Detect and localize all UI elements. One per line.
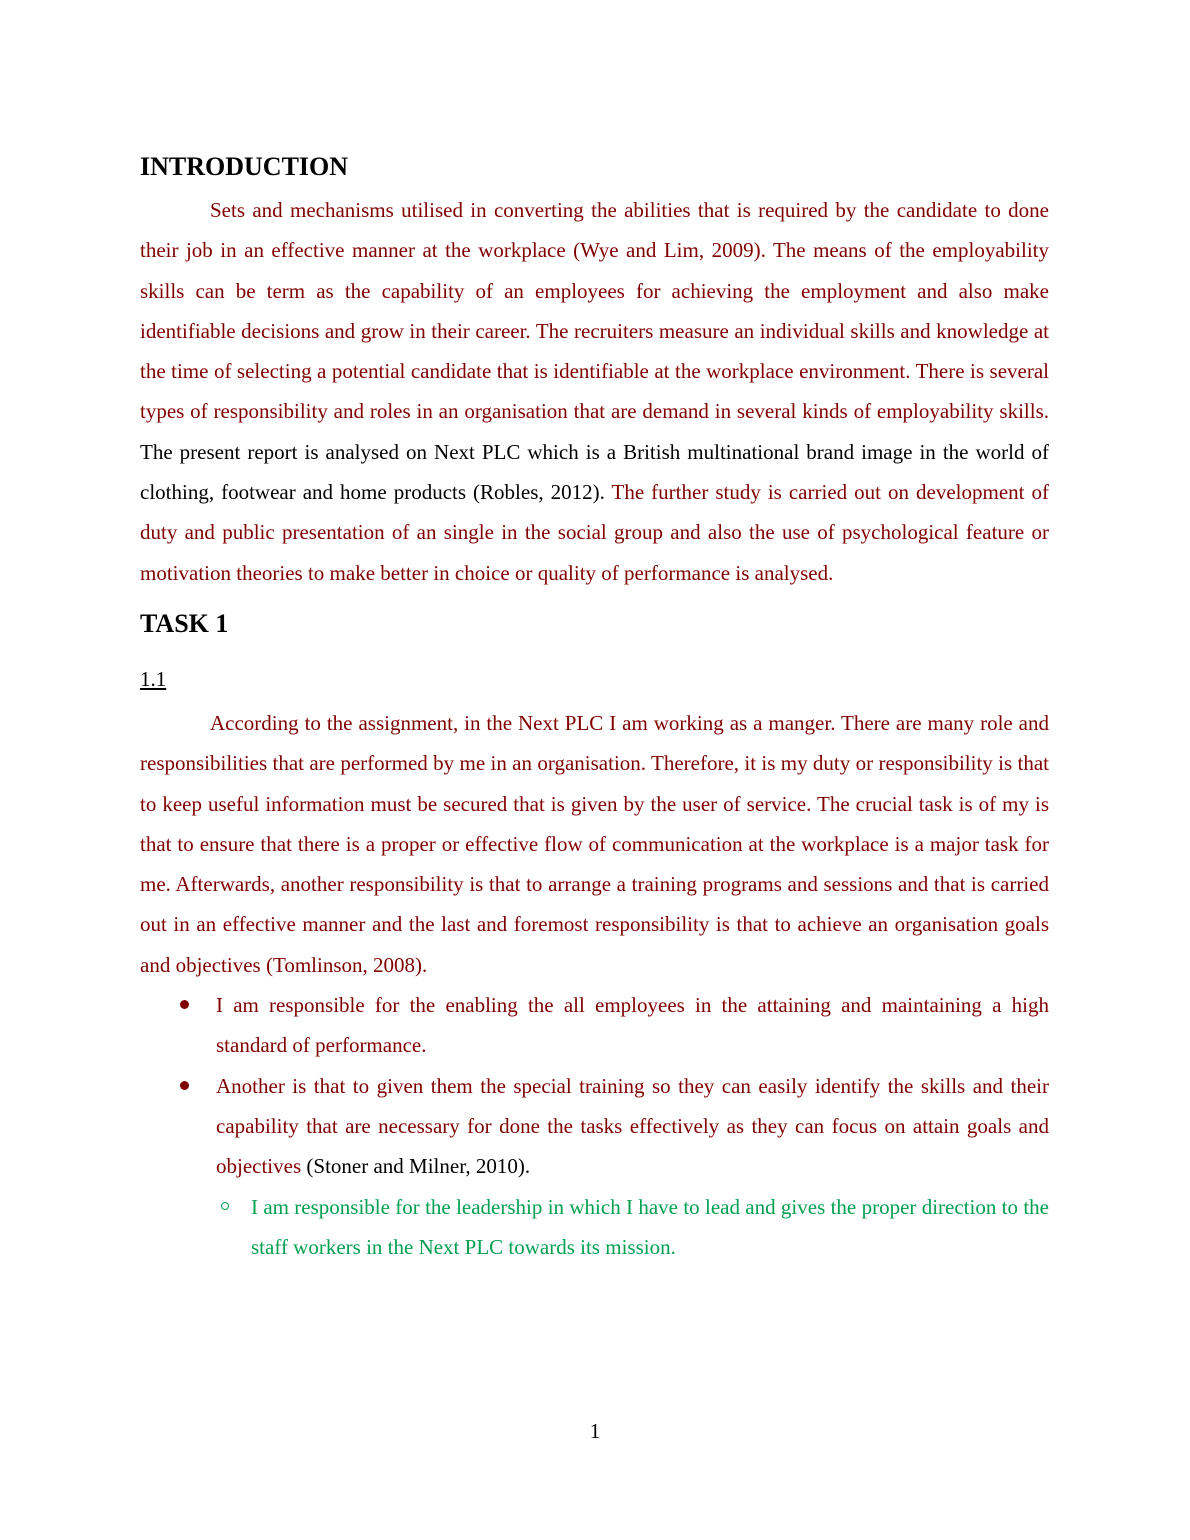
intro-paragraph <box>140 190 1049 593</box>
intro-heading: INTRODUCTION <box>140 152 349 181</box>
bullet-icon <box>180 1000 189 1009</box>
intro-text-black: The present report is analysed on Next PLC which is a British multinational brand image in the world of clothing, footwear and home products (Robles, 2012). <box>140 439 1049 505</box>
task1-heading: TASK 1 <box>140 608 229 638</box>
responsibility-list <box>140 985 1049 1267</box>
hollow-bullet-icon <box>221 1202 229 1210</box>
sub-list-item <box>140 1187 1049 1268</box>
bullet-text-red: Another is that to given them the special training so they can easily identify the skills and their capability that are necessary for done the tasks effectively as they can focus on attain goals and objectives <box>216 1073 1049 1179</box>
bullet-text: I am responsible for the enabling the all employees in the attaining and maintaining a high standard of performance. <box>216 993 1049 1058</box>
document-page <box>140 148 1049 1267</box>
intro-text-red-1: Sets and mechanisms utilised in converting the abilities that is required by the candidate to done their job in an effective manner at the workplace (Wye and Lim, 2009). The means of the employability skills can be term as the capability of an employees for achieving the employment and also make identifiable decisions and grow in their career. The recruiters measure an individual skills and knowledge at the time of selecting a potential candidate that is identifiable at the workplace environment. There is several types of responsibility and roles in an organisation that are demand in several kinds of employability skills. <box>140 198 1049 424</box>
page-number: 1 <box>589 1419 601 1443</box>
list-item <box>140 985 1049 1066</box>
intro-text-red-2: The further study is carried out on development of duty and public presentation of an single in the social group and also the use of psychological feature or motivation theories to make better in choice or quality of performance is analysed. <box>140 480 1049 585</box>
task1-paragraph: According to the assignment, in the Next PLC I am working as a manger. There are many role and responsibilities that are performed by me in an organisation. Therefore, it is my duty or responsibility is that to keep useful information must be secured that is given by the user of service. The crucial task is of my is that to ensure that there is a proper or effective flow of communication at the workplace is a major task for me. Afterwards, another responsibility is that to arrange a training programs and sessions and that is carried out in an effective manner and the last and foremost responsibility is that to achieve an organisation goals and objectives (Tomlinson, 2008). <box>140 710 1049 977</box>
bullet-icon <box>180 1081 189 1090</box>
list-item <box>140 1066 1049 1187</box>
section-1-1-heading: 1.1 <box>140 666 167 691</box>
bullet-text-citation: (Stoner and Milner, 2010). <box>301 1154 531 1179</box>
sub-bullet-text: I am responsible for the leadership in which I have to lead and gives the proper direction to the staff workers in the Next PLC towards its mission. <box>251 1194 1049 1259</box>
